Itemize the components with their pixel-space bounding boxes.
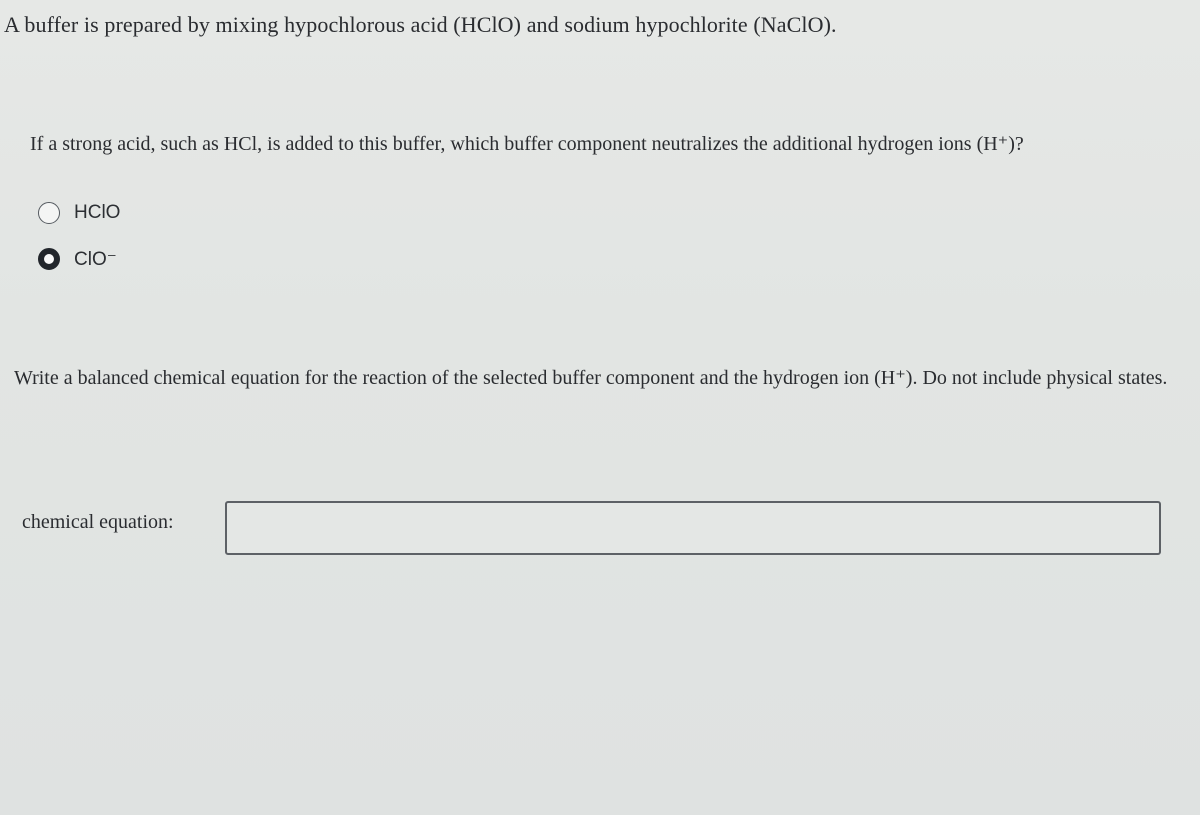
option-label: HClO xyxy=(74,202,121,223)
option-hclo[interactable] xyxy=(38,198,120,228)
radio-button-unselected-icon[interactable] xyxy=(38,202,60,224)
option-label: ClO⁻ xyxy=(74,248,117,270)
chemical-equation-label: chemical equation: xyxy=(22,511,174,533)
chemical-equation-input[interactable] xyxy=(225,501,1161,555)
intro-text: A buffer is prepared by mixing hypochlorous acid (HClO) and sodium hypochlorite (NaClO). xyxy=(4,12,837,37)
radio-button-selected-icon[interactable] xyxy=(38,248,60,270)
question-balanced-equation: Write a balanced chemical equation for the reaction of the selected buffer component and the hydrogen ion (H⁺). Do not include physical states. xyxy=(14,367,1168,389)
option-clo-minus[interactable] xyxy=(38,244,120,274)
answer-options xyxy=(38,198,120,290)
question-neutralizing-component: If a strong acid, such as HCl, is added to this buffer, which buffer component neutralizes the additional hydrogen ions (H⁺)? xyxy=(30,133,1024,155)
